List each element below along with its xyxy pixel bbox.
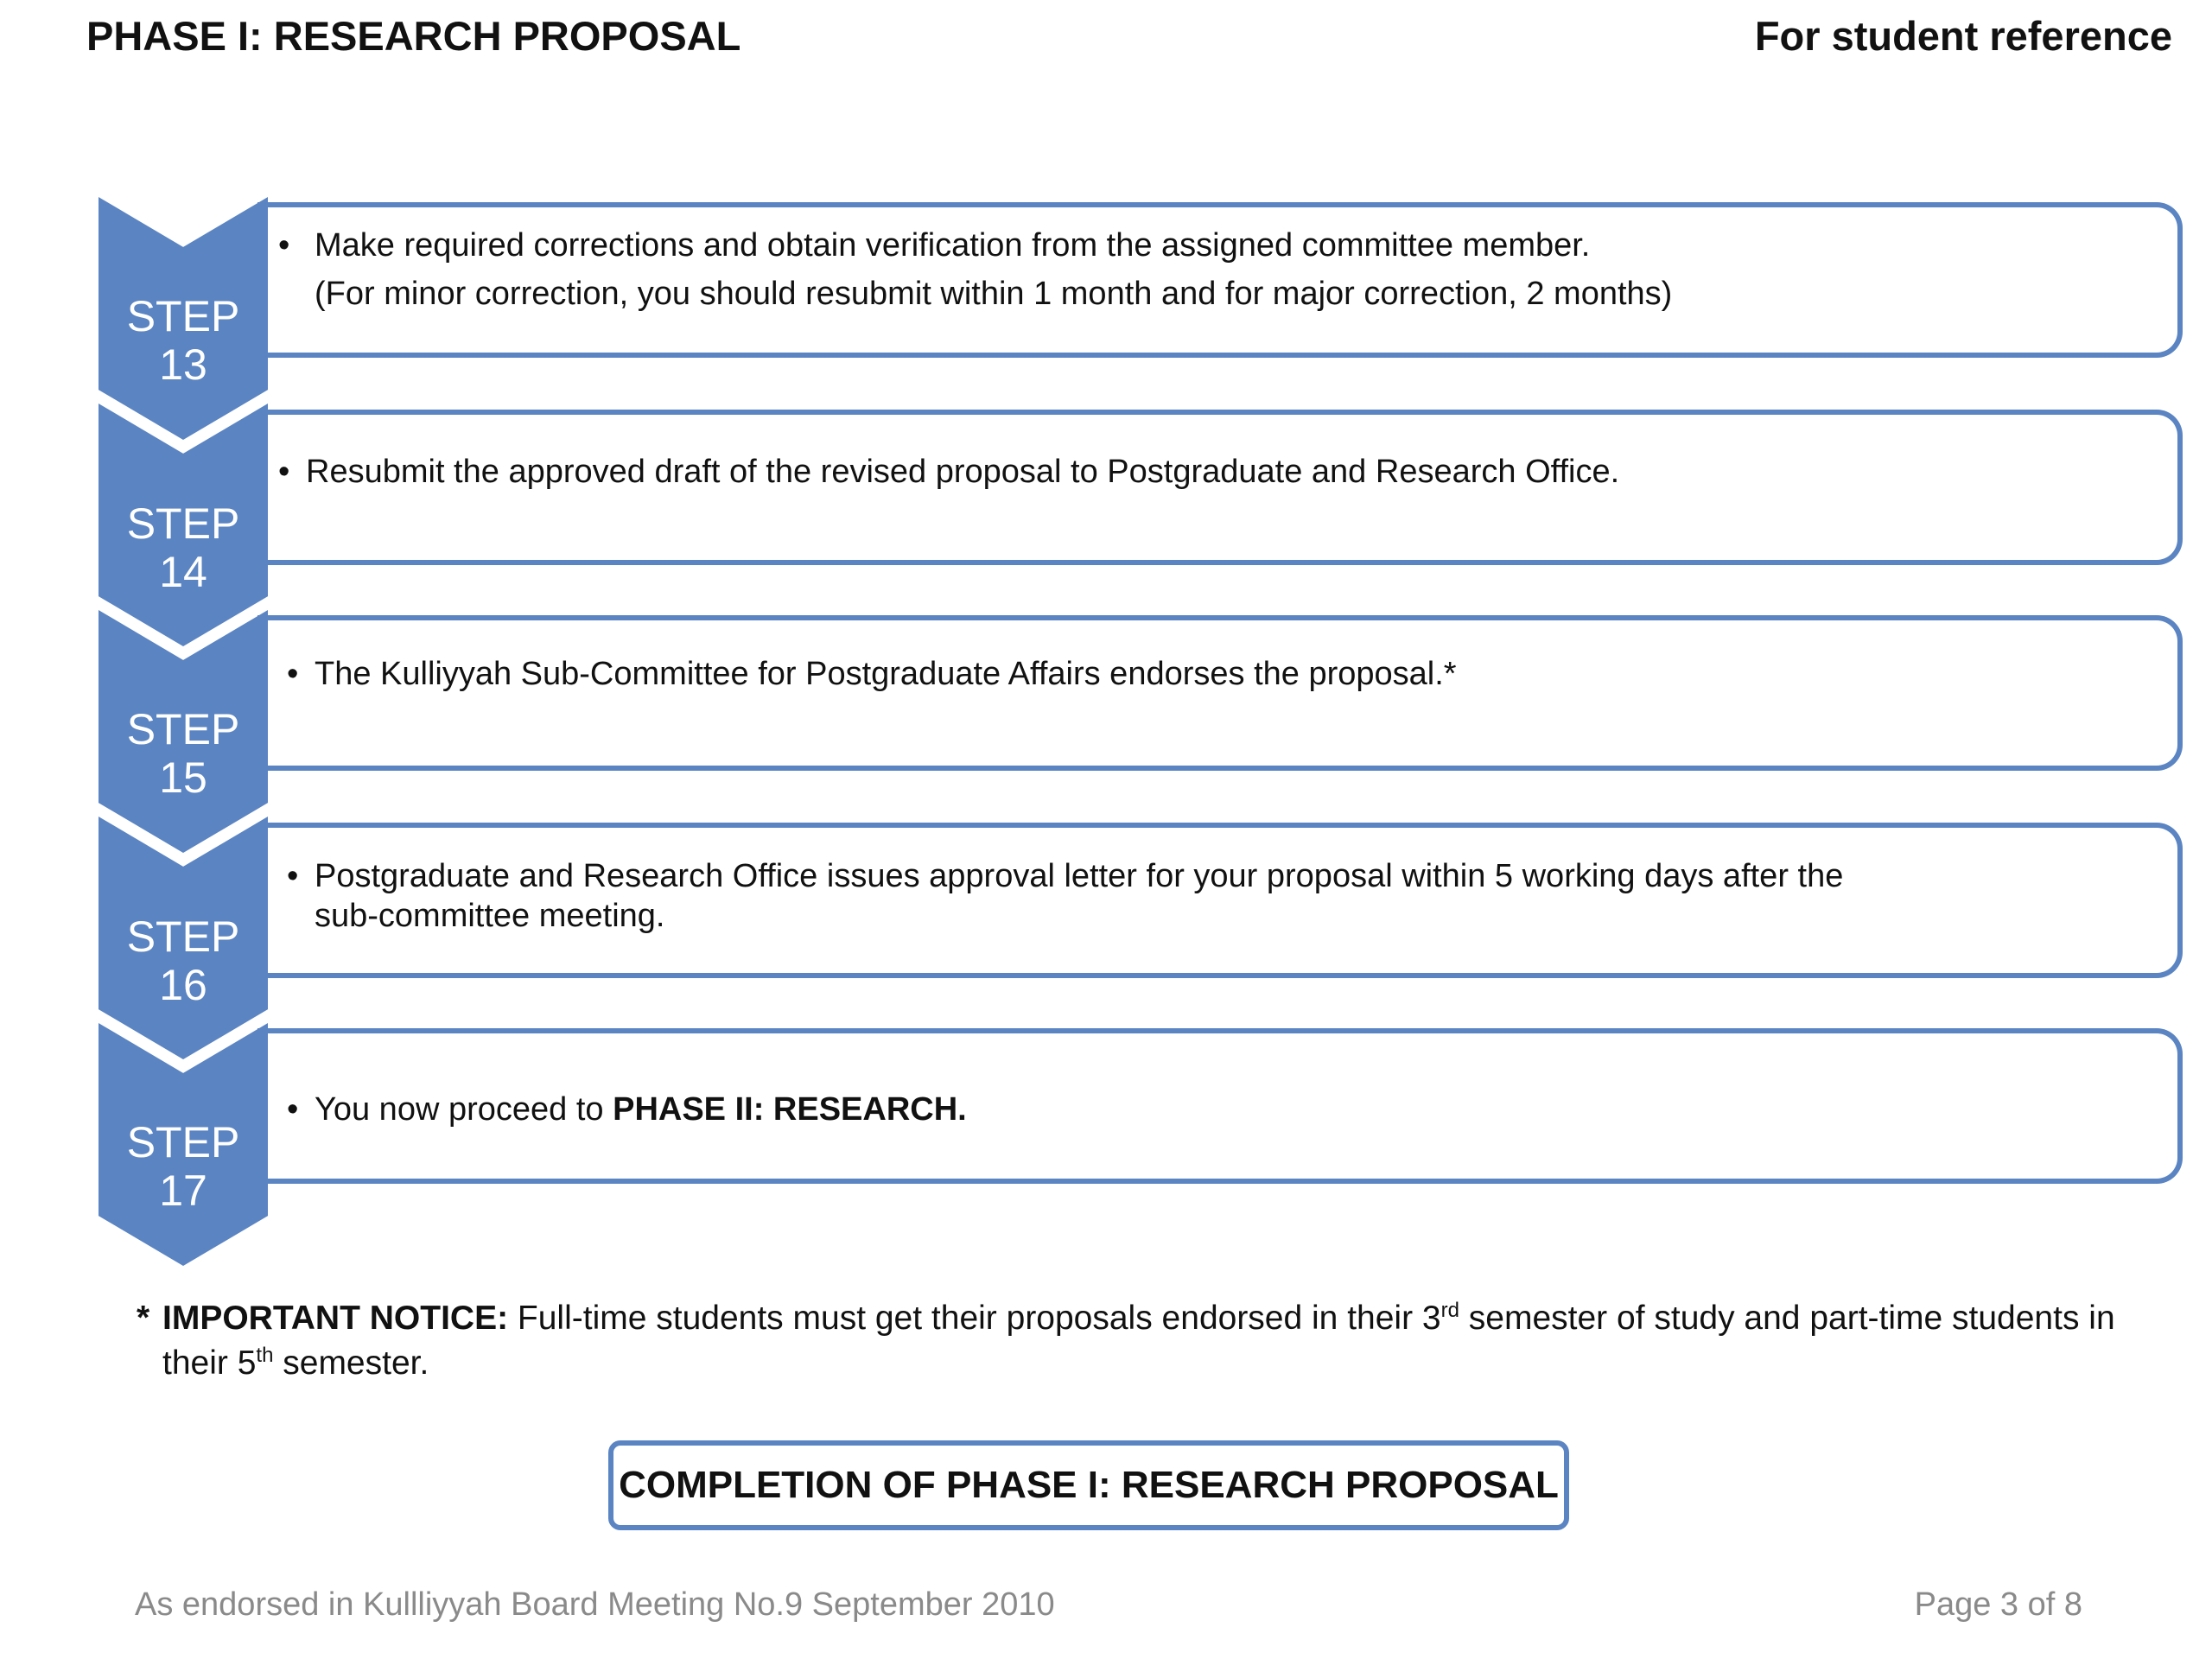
- step-13-label: STEP 13: [126, 292, 240, 389]
- notice-label: IMPORTANT NOTICE:: [162, 1300, 509, 1337]
- step-16-text-line1: Postgraduate and Research Office issues approval letter for your proposal within 5 working days after the: [315, 858, 1844, 894]
- notice-sup-1: rd: [1440, 1299, 1459, 1322]
- step-16-label: STEP 16: [126, 912, 240, 1009]
- completion-box: COMPLETION OF PHASE I: RESEARCH PROPOSAL: [608, 1440, 1569, 1530]
- step-14-text-line1: Resubmit the approved draft of the revised proposal to Postgraduate and Research Office.: [306, 454, 1620, 490]
- step-15-label: STEP 15: [126, 705, 240, 802]
- step-14-bullet: •: [278, 454, 290, 490]
- step-17-text-line1: [315, 1089, 967, 1130]
- step-16-text-line2: sub-committee meeting.: [315, 898, 665, 934]
- step-14-label: STEP 14: [126, 499, 240, 596]
- page-title: PHASE I: RESEARCH PROPOSAL: [86, 13, 741, 59]
- notice-text-1: Full-time students must get their proposals endorsed in their 3: [508, 1300, 1441, 1337]
- step-15-bullet: •: [287, 656, 299, 692]
- step-17-text-regular: You now proceed to: [315, 1091, 613, 1128]
- step-16-bullet: •: [287, 858, 299, 894]
- reference-label: For student reference: [1754, 13, 2172, 59]
- step-17-text-bold: PHASE II: RESEARCH.: [613, 1091, 967, 1128]
- important-notice: [137, 1296, 2158, 1386]
- footer-endorsement: As endorsed in Kullliyyah Board Meeting No.9 September 2010: [135, 1586, 1055, 1623]
- step-13-bullet: •: [278, 227, 290, 264]
- step-13-text-line2: (For minor correction, you should resubmit within 1 month and for major correction, 2 months): [315, 276, 1673, 312]
- step-15-text-line1: The Kulliyyah Sub-Committee for Postgraduate Affairs endorses the proposal.*: [315, 656, 1457, 692]
- notice-text-2: semester of study and part-time students in their 5: [162, 1300, 2115, 1382]
- notice-asterisk: *: [137, 1300, 150, 1337]
- step-13-text-line1: Make required corrections and obtain verification from the assigned committee member.: [315, 227, 1591, 264]
- page-number: Page 3 of 8: [1914, 1586, 2082, 1623]
- step-17-label: STEP 17: [126, 1118, 240, 1215]
- step-17-bullet: •: [287, 1091, 299, 1128]
- notice-body: [137, 1296, 2158, 1386]
- notice-sup-2: th: [256, 1344, 274, 1367]
- notice-text-3: semester.: [273, 1344, 429, 1382]
